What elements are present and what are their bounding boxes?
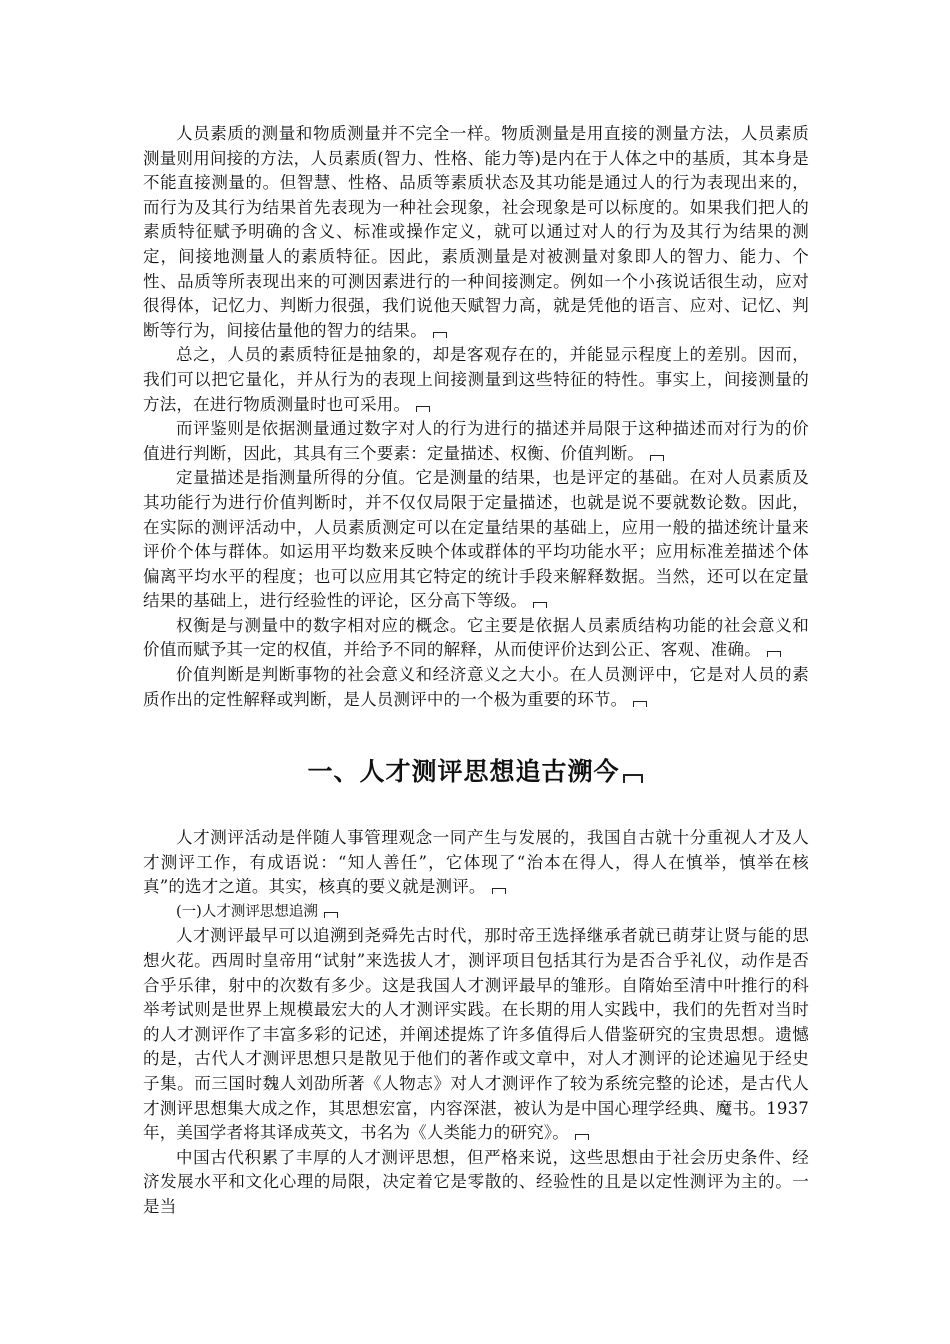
paragraph-mark-icon	[433, 332, 447, 338]
paragraph-mark-icon	[767, 651, 781, 657]
paragraph-quantitative: 定量描述是指测量所得的分值。它是测量的结果，也是评定的基础。在对人员素质及其功能行为进行价值判断时，并不仅仅局限于定量描述，也就是说不要就数论数。因此，在实际的测评活动中，人员素质测定可以在定量结果的基础上，应用一般的描述统计量来评价个体与群体。如运用平均数来反映个体或群体的平均功能水平；应用标准差描述个体偏离平均水平的程度；也可以应用其它特定的统计手段来解释数据。当然，还可以在定量结果的基础上，进行经验性的评论，区分高下等级。	[143, 468, 809, 611]
paragraph-mark-icon	[623, 774, 643, 783]
paragraph-mark-icon	[533, 602, 547, 608]
paragraph-mark-icon	[324, 912, 338, 918]
section-heading: 一、人才测评思想追古溯今	[0, 752, 950, 788]
paragraph-summary: 总之，人员的素质特征是抽象的，却是客观存在的，并能显示程度上的差别。因而，我们可以把它量化，并从行为的表现上间接测量到这些特征的特性。事实上，间接测量的方法，在进行物质测量时也可采用。	[143, 345, 809, 414]
paragraph-mark-icon	[633, 701, 647, 707]
paragraph-intro: 人才测评活动是伴随人事管理观念一同产生与发展的，我国自古就十分重视人才及人才测评工作，有成语说：“知人善任”，它体现了“治本在得人，得人在慎举，慎举在核真”的选才之道。其实，核真的要义就是测评。	[143, 828, 809, 897]
paragraph-ancient: 中国古代积累了丰厚的人才测评思想，但严格来说，这些思想由于社会历史条件、经济发展水平和文化心理的局限，决定着它是零散的、经验性的且是以定性测评为主的。一是当	[143, 1147, 809, 1216]
subheading: (一)人才测评思想追溯	[143, 900, 809, 925]
paragraph-evaluation: 而评鉴则是依据测量通过数字对人的行为进行的描述并局限于这种描述而对行为的价值进行判断，因此，其具有三个要素：定量描述、权衡、价值判断。	[143, 419, 809, 463]
bottom-text-block	[143, 826, 809, 1220]
paragraph-mark-icon	[575, 1134, 589, 1140]
paragraph-weighing: 权衡是与测量中的数字相对应的概念。它主要是依据人员素质结构功能的社会意义和价值而赋予其一定的权值，并给予不同的解释，从而使评价达到公正、客观、准确。	[143, 615, 809, 660]
paragraph-measurement: 人员素质的测量和物质测量并不完全一样。物质测量是用直接的测量方法，人员素质测量则用间接的方法，人员素质(智力、性格、能力等)是内在于人体之中的基质，其本身是不能直接测量的。但智慧、性格、品质等素质状态及其功能是通过人的行为表现出来的，而行为及其行为结果首先表现为一种社会现象，社会现象是可以标度的。如果我们把人的素质特征赋予明确的含义、标准或操作定义，就可以通过对人的行为及其行为结果的测定，间接地测量人的素质特征。因此，素质测量是对被测量对象即人的智力、能力、个性、品质等所表现出来的可测因素进行的一种间接测定。例如一个小孩说话很生动，应对很得体，记忆力、判断力很强，我们说他天赋智力高，就是凭他的语言、应对、记忆、判断等行为，间接估量他的智力的结果。	[143, 124, 809, 340]
paragraph-history: 人才测评最早可以追溯到尧舜先古时代，那时帝王选择继承者就已萌芽让贤与能的思想火花。西周时皇帝用“试射”来选拔人才，测评项目包括其行为是否合乎礼仪，动作是否合乎乐律，射中的次数有多少。这是我国人才测评最早的雏形。自隋始至清中叶推行的科举考试则是世界上规模最宏大的人才测评实践。在长期的用人实践中，我们的先哲对当时的人才测评作了丰富多彩的记述，并阐述提炼了许多值得后人借鉴研究的宝贵思想。遗憾的是，古代人才测评思想只是散见于他们的著作或文章中，对人才测评的论述遍见于经史子集。而三国时魏人刘劭所著《人物志》对人才测评作了较为系统完整的论述，是古代人才测评思想集大成之作，其思想宏富，内容深湛，被认为是中国心理学经典、魔书。1937年，美国学者将其译成英文，书名为《人类能力的研究》。	[143, 926, 809, 1143]
top-text-block	[143, 122, 809, 712]
paragraph-mark-icon	[650, 455, 664, 461]
paragraph-mark-icon	[492, 888, 506, 894]
paragraph-mark-icon	[416, 406, 430, 412]
paragraph-value-judgment: 价值判断是判断事物的社会意义和经济意义之大小。在人员测评中，它是对人员的素质作出的定性解释或判断，是人员测评中的一个极为重要的环节。	[143, 665, 809, 709]
